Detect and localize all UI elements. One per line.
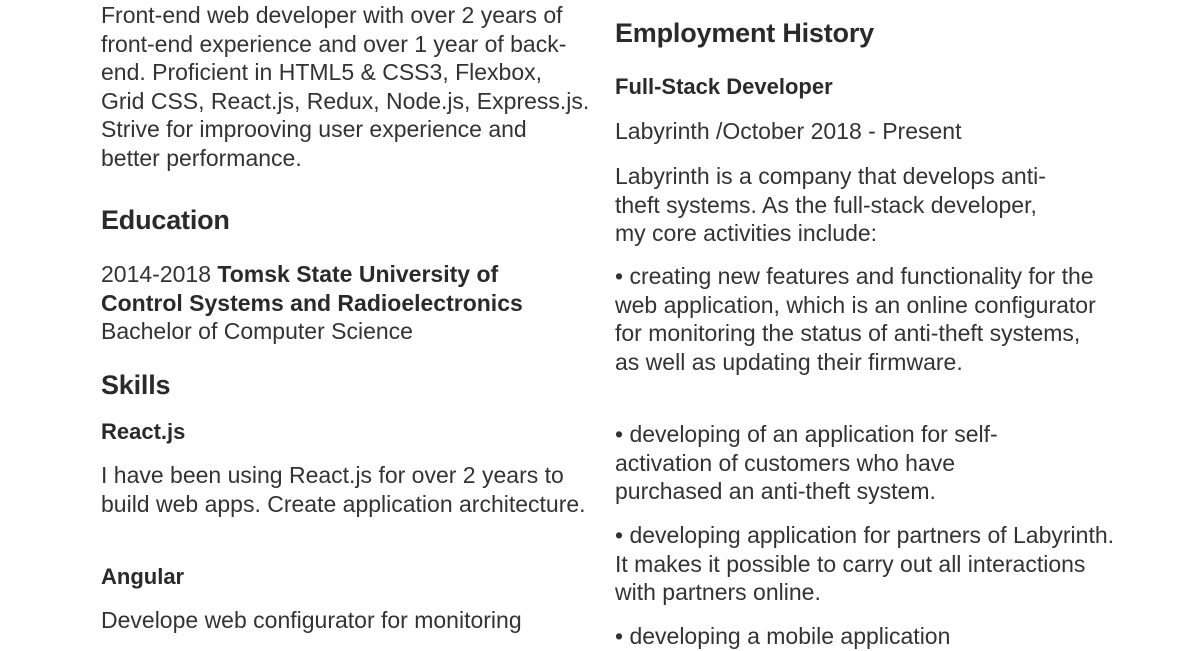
- job-bullet: • developing of an application for self-activation of customers who have purchased an anti-theft system.: [615, 421, 998, 504]
- job-bullet: • developing application for partners of Labyrinth. It makes it possible to carry out all interactions with partners online.: [615, 522, 1115, 605]
- education-entry: [101, 260, 551, 346]
- job-bullet: • developing a mobile application: [615, 623, 951, 649]
- education-school: Tomsk State University of Control Systems and Radioelectronics: [101, 261, 523, 316]
- skills-heading: Skills: [101, 370, 171, 400]
- skill-name: React.js: [101, 419, 186, 444]
- skill-description: Develope web configurator for monitoring: [101, 607, 522, 633]
- education-heading: Education: [101, 205, 230, 235]
- summary-text: Front-end web developer with over 2 years of front-end experience and over 1 year of back-end. Proficient in HTML5 & CSS3, Flexbox, Grid CSS, React.js, Redux, Node.js, Express.js. Strive for improoving user experience and better performance.: [101, 2, 590, 171]
- skill-description: I have been using React.js for over 2 years to build web apps. Create application architecture.: [101, 462, 586, 517]
- education-years: 2014-2018: [101, 261, 211, 287]
- education-degree: Bachelor of Computer Science: [101, 318, 413, 344]
- job-intro: Labyrinth is a company that develops anti-theft systems. As the full-stack developer, my core activities include:: [615, 163, 1046, 246]
- employment-heading: Employment History: [615, 18, 874, 48]
- job-title: Full-Stack Developer: [615, 74, 833, 99]
- company-dates: Labyrinth /October 2018 - Present: [615, 118, 962, 144]
- job-bullet: • creating new features and functionality for the web application, which is an online configurator for monitoring the status of anti-theft systems, as well as updating their firmware.: [615, 263, 1096, 375]
- skill-name: Angular: [101, 564, 185, 589]
